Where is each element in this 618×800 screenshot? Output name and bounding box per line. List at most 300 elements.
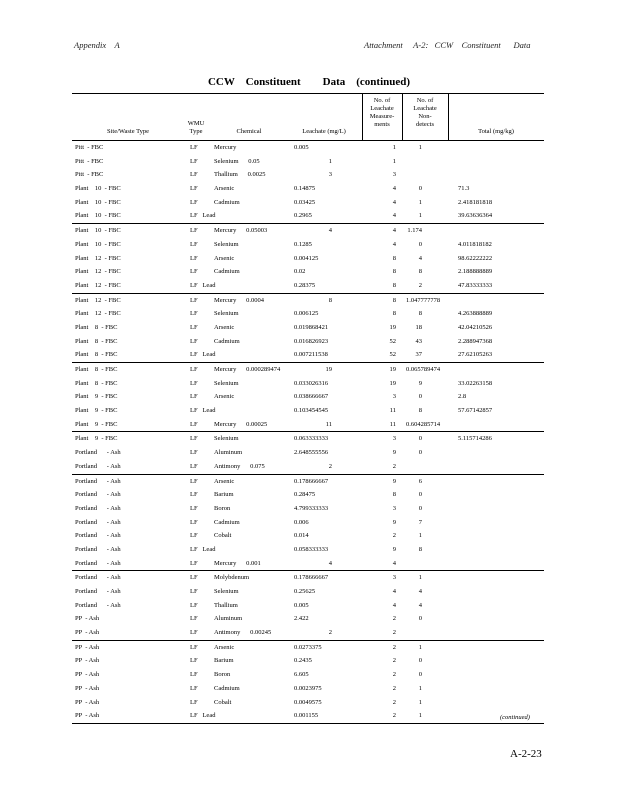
cell-chemical: Aluminum xyxy=(214,449,243,457)
cell-measurements: 4 xyxy=(392,212,396,220)
table-row xyxy=(72,363,544,377)
cell-wmu-type: LF xyxy=(190,366,198,373)
cell-total: 2.288947368 xyxy=(458,337,493,345)
cell-measurements: 9 xyxy=(392,449,396,457)
cell-measurements: 2 xyxy=(392,615,396,623)
cell-measurements: 52 xyxy=(389,351,396,359)
cell-nondetects: 0 xyxy=(418,615,422,623)
cell-measurements: 2 xyxy=(392,629,396,637)
table-row xyxy=(72,446,544,460)
cell-wmu-type: LF xyxy=(190,420,198,428)
cell-chemical: Arsenic xyxy=(214,477,235,485)
cell-nondetects: 1 xyxy=(418,532,422,540)
cell-nondetects: 1 xyxy=(418,198,422,206)
table-row xyxy=(72,141,544,155)
cell-leachate: 0.001155 xyxy=(294,712,319,720)
cell-site: PP - Ash xyxy=(75,698,100,706)
cell-leachate-count: 3 xyxy=(328,171,332,179)
cell-chemical: Cadmium xyxy=(214,518,240,526)
cell-site: Portland - Ash xyxy=(75,504,121,512)
cell-wmu-type: LF xyxy=(190,254,198,262)
cell-total: 2.8 xyxy=(458,393,467,401)
col-chemical: Chemical xyxy=(236,128,262,135)
cell-wmu-type: LF xyxy=(190,518,198,526)
cell-nondetects: 9 xyxy=(418,379,422,387)
cell-site: Plant 12 - FBC xyxy=(75,254,121,262)
table-row xyxy=(72,557,544,572)
cell-chemical: Cadmium xyxy=(214,268,240,276)
continued-note: (continued) xyxy=(500,714,530,721)
cell-total: 47.83333333 xyxy=(458,281,493,289)
cell-site: Plant 12 - FBC xyxy=(75,281,121,289)
cell-measurements: 2 xyxy=(392,671,396,679)
cell-total: 4.011818182 xyxy=(458,240,492,248)
table-row xyxy=(72,196,544,210)
cell-site: Pitt - FBC xyxy=(75,144,104,151)
cell-wmu-type: LF xyxy=(190,657,198,665)
cell-nondetects: 37 xyxy=(415,351,422,359)
cell-wmu-type: LF xyxy=(190,491,198,499)
col-non-line2: Leachate xyxy=(413,105,437,112)
cell-site: Portland - Ash xyxy=(75,532,121,540)
cell-nondetects: 4 xyxy=(418,601,422,609)
cell-nondetects: 0 xyxy=(418,435,422,443)
cell-chemical: Selenium xyxy=(214,435,239,443)
cell-measurements: 2 xyxy=(392,643,396,651)
cell-measurements: 4 xyxy=(392,198,396,206)
cell-measurements: 9 xyxy=(392,545,396,553)
cell-chemical: Arsenic xyxy=(214,185,235,193)
table-row xyxy=(72,155,544,169)
cell-chemical: Selenium xyxy=(214,379,239,387)
cell-site: Plant 9 - FBC xyxy=(75,435,118,443)
table-row xyxy=(72,238,544,252)
cell-leachate: 0.0023975 xyxy=(294,684,322,692)
cell-leachate-count: 1 xyxy=(328,157,332,165)
cell-leachate-count: 8 xyxy=(328,296,332,304)
cell-leachate: 0.014 xyxy=(294,532,309,540)
cell-wmu-type: LF xyxy=(190,323,198,331)
cell-measurements: 2 xyxy=(392,712,396,720)
cell-site: Plant 8 - FBC xyxy=(75,351,118,359)
table-row xyxy=(72,168,544,182)
cell-leachate: 0.0049575 xyxy=(294,698,322,706)
cell-total: 33.02263158 xyxy=(458,379,493,387)
cell-wmu-type: LF xyxy=(190,684,198,692)
cell-nondetects: 8 xyxy=(418,545,422,553)
cell-chemical: Cadmium xyxy=(214,337,240,345)
cell-site: Plant 8 - FBC xyxy=(75,379,118,387)
cell-measurements: 1 xyxy=(392,157,396,165)
table-row xyxy=(72,475,544,489)
cell-leachate-count: 19 xyxy=(325,366,332,373)
cell-chemical: Molybdenum xyxy=(214,574,250,582)
cell-nondetects: 1 xyxy=(418,712,422,720)
cell-measurements: 8 xyxy=(392,310,396,318)
cell-leachate: 0.058333333 xyxy=(294,545,329,553)
table-row xyxy=(72,696,544,710)
cell-total: 2.188888889 xyxy=(458,268,493,276)
table-row xyxy=(72,516,544,530)
cell-wmu-type: LF xyxy=(190,477,198,485)
cell-measurements: 11 xyxy=(389,407,396,415)
cell-wmu-type: LF xyxy=(190,449,198,457)
table-row xyxy=(72,612,544,626)
cell-chemical: Mercury 0.00025 xyxy=(214,420,268,428)
cell-site: Portland - Ash xyxy=(75,545,121,553)
cell-nondetects: 4 xyxy=(418,254,422,262)
cell-leachate: 0.1285 xyxy=(294,240,312,248)
cell-total: 4.263888889 xyxy=(458,310,493,318)
cell-wmu-type: LF xyxy=(190,462,198,470)
cell-leachate: 0.25625 xyxy=(294,588,316,595)
col-non-line1: No. of xyxy=(416,97,434,104)
cell-wmu-type: LF xyxy=(190,671,198,679)
cell-site: Portland - Ash xyxy=(75,518,121,526)
page-number: A-2-23 xyxy=(510,748,542,760)
cell-measurements: 4 xyxy=(392,559,396,567)
table-row xyxy=(72,279,544,294)
cell-nondetects: 0 xyxy=(418,449,422,457)
cell-measurements: 2 xyxy=(392,657,396,665)
cell-measurements: 2 xyxy=(392,532,396,540)
cell-nondetects: 8 xyxy=(418,407,422,415)
cell-site: Portland - Ash xyxy=(75,601,121,609)
cell-nondetects: 0 xyxy=(418,185,422,193)
cell-chemical: Thallium 0.0025 xyxy=(214,171,266,179)
cell-leachate: 4.799333333 xyxy=(294,504,329,512)
cell-leachate: 0.004125 xyxy=(294,254,319,262)
cell-leachate-count: 2 xyxy=(328,629,332,637)
cell-site: Plant 9 - FBC xyxy=(75,393,118,401)
cell-site: PP - Ash xyxy=(75,712,100,720)
table-row xyxy=(72,626,544,641)
cell-chemical: Antimony 0.075 xyxy=(214,462,265,470)
cell-wmu-type: LF xyxy=(190,615,198,623)
cell-measurements: 8 xyxy=(392,254,396,262)
cell-total: 42.04210526 xyxy=(458,323,493,331)
table-row xyxy=(72,321,544,335)
table-row xyxy=(72,418,544,433)
cell-chemical: Mercury 0.0004 xyxy=(214,296,265,304)
cell-nondetects: 1 xyxy=(418,212,422,220)
cell-leachate: 0.178666667 xyxy=(294,477,329,485)
cell-wmu-type: LF xyxy=(190,435,198,443)
cell-leachate: 0.063333333 xyxy=(294,435,329,443)
cell-leachate: 2.422 xyxy=(294,615,309,623)
col-non-line3: Non- xyxy=(418,113,432,120)
cell-leachate: 0.019868421 xyxy=(294,323,329,331)
cell-site: PP - Ash xyxy=(75,643,100,651)
table-row xyxy=(72,488,544,502)
cell-total: 39.63636364 xyxy=(458,212,493,220)
cell-site: Plant 10 - FBC xyxy=(75,185,121,193)
table-row xyxy=(72,307,544,321)
cell-measurements: 2 xyxy=(392,698,396,706)
cell-chemical: Selenium xyxy=(214,588,239,595)
cell-nondetects: 8 xyxy=(418,268,422,276)
cell-leachate: 0.033026316 xyxy=(294,379,329,387)
cell-chemical: Boron xyxy=(214,671,231,679)
table-row xyxy=(72,599,544,613)
cell-site: Plant 10 - FBC xyxy=(75,198,121,206)
cell-leachate: 0.007211538 xyxy=(294,351,328,359)
cell-measurements: 8 xyxy=(392,268,396,276)
cell-site: Pitt - FBC xyxy=(75,157,104,165)
cell-nondetects: 1 xyxy=(418,643,422,651)
cell-leachate: 0.006 xyxy=(294,518,309,526)
cell-wmu-type: LF xyxy=(190,240,198,248)
col-site-waste-type: Site/Waste Type xyxy=(106,128,150,135)
col-wmu-line2: Type xyxy=(189,128,203,135)
table-row xyxy=(72,348,544,363)
table-row xyxy=(72,432,544,446)
col-leachate: Leachate (mg/L) xyxy=(302,128,346,135)
cell-measurements: 3 xyxy=(392,574,396,582)
cell-measurements: 1 xyxy=(392,144,396,151)
cell-wmu-type: LF Lead xyxy=(190,281,216,289)
cell-nondetects: 6 xyxy=(418,477,422,485)
cell-leachate: 0.28475 xyxy=(294,491,316,499)
cell-measurements: 9 xyxy=(392,518,396,526)
cell-chemical: Cobalt xyxy=(214,532,232,540)
table-row xyxy=(72,571,544,585)
col-mea-line4: ments xyxy=(374,121,390,128)
cell-chemical: Barium xyxy=(214,491,234,499)
cell-site: Portland - Ash xyxy=(75,574,121,582)
cell-site: Plant 12 - FBC xyxy=(75,268,121,276)
cell-measurements: 4 xyxy=(392,601,396,609)
cell-leachate: 0.103454545 xyxy=(294,407,329,415)
cell-measurements: 3 xyxy=(392,504,396,512)
cell-nondetects: 7 xyxy=(418,518,422,526)
cell-wmu-type: LF xyxy=(190,379,198,387)
cell-wmu-type: LF xyxy=(190,198,198,206)
cell-nondetects: 0.065789474 xyxy=(406,366,441,373)
cell-site: Portland - Ash xyxy=(75,449,121,457)
table-body xyxy=(72,141,544,724)
cell-site: Plant 9 - FBC xyxy=(75,407,118,415)
cell-site: Plant 10 - FBC xyxy=(75,212,121,220)
cell-nondetects: 0 xyxy=(418,657,422,665)
cell-chemical: Mercury 0.001 xyxy=(214,559,261,567)
table-header xyxy=(72,93,544,141)
table-row xyxy=(72,404,544,418)
table-row xyxy=(72,529,544,543)
cell-total: 5.115714286 xyxy=(458,435,492,443)
cell-wmu-type: LF Lead xyxy=(190,712,216,720)
cell-site: PP - Ash xyxy=(75,684,100,692)
table-row xyxy=(72,390,544,404)
cell-wmu-type: LF Lead xyxy=(190,212,216,220)
cell-chemical: Cadmium xyxy=(214,198,240,206)
table-row xyxy=(72,654,544,668)
cell-measurements: 19 xyxy=(389,323,396,331)
cell-leachate: 0.006125 xyxy=(294,310,319,318)
cell-total: 71.3 xyxy=(458,185,470,193)
table-row xyxy=(72,460,544,475)
cell-measurements: 3 xyxy=(392,435,396,443)
cell-wmu-type: LF Lead xyxy=(190,545,216,553)
cell-nondetects: 0 xyxy=(418,240,422,248)
col-mea-line3: Measure- xyxy=(369,113,395,120)
cell-nondetects: 1 xyxy=(418,684,422,692)
table-row xyxy=(72,252,544,266)
col-leachate-nondetects xyxy=(402,97,448,129)
cell-measurements: 19 xyxy=(389,379,396,387)
cell-measurements: 19 xyxy=(389,366,396,373)
cell-nondetects: 4 xyxy=(418,588,422,595)
cell-measurements: 2 xyxy=(392,684,396,692)
cell-measurements: 52 xyxy=(389,337,396,345)
table-row xyxy=(72,641,544,655)
cell-total: 27.62105263 xyxy=(458,351,493,359)
cell-total: 98.62222222 xyxy=(458,254,493,262)
cell-nondetects: 1.174 xyxy=(407,227,422,235)
cell-wmu-type: LF xyxy=(190,185,198,193)
table-row xyxy=(72,377,544,391)
cell-site: Portland - Ash xyxy=(75,462,121,470)
cell-wmu-type: LF xyxy=(190,144,198,151)
table-row xyxy=(72,209,544,224)
cell-site: PP - Ash xyxy=(75,671,100,679)
cell-chemical: Cadmium xyxy=(214,684,240,692)
cell-chemical: Arsenic xyxy=(214,254,235,262)
cell-chemical: Selenium xyxy=(214,240,239,248)
cell-site: PP - Ash xyxy=(75,615,100,623)
cell-chemical: Antimony 0.00245 xyxy=(214,629,272,637)
cell-site: Plant 10 - FBC xyxy=(75,227,121,235)
cell-measurements: 4 xyxy=(392,185,396,193)
cell-chemical: Cobalt xyxy=(214,698,232,706)
cell-chemical: Arsenic xyxy=(214,643,235,651)
table-row xyxy=(72,682,544,696)
cell-wmu-type: LF xyxy=(190,588,198,595)
cell-chemical: Mercury 0.000289474 xyxy=(214,366,281,373)
cell-nondetects: 43 xyxy=(415,337,422,345)
cell-measurements: 2 xyxy=(392,462,396,470)
constituent-table xyxy=(72,93,544,724)
cell-leachate: 0.178666667 xyxy=(294,574,329,582)
cell-total: 2.418181818 xyxy=(458,198,493,206)
cell-leachate: 0.14875 xyxy=(294,185,316,193)
cell-leachate: 0.005 xyxy=(294,601,309,609)
cell-nondetects: 0 xyxy=(418,393,422,401)
cell-nondetects: 0 xyxy=(418,671,422,679)
table-row xyxy=(72,182,544,196)
cell-chemical: Aluminum xyxy=(214,615,243,623)
cell-wmu-type: LF Lead xyxy=(190,407,216,415)
cell-measurements: 4 xyxy=(392,240,396,248)
cell-wmu-type: LF xyxy=(190,157,198,165)
cell-wmu-type: LF xyxy=(190,574,198,582)
cell-leachate: 0.005 xyxy=(294,144,309,151)
cell-wmu-type: LF xyxy=(190,227,198,235)
cell-measurements: 9 xyxy=(392,477,396,485)
cell-nondetects: 0 xyxy=(418,491,422,499)
table-row xyxy=(72,224,544,238)
cell-wmu-type: LF xyxy=(190,296,198,304)
cell-leachate: 0.016826923 xyxy=(294,337,329,345)
cell-chemical: Arsenic xyxy=(214,393,235,401)
cell-leachate-count: 2 xyxy=(328,462,332,470)
cell-site: Plant 9 - FBC xyxy=(75,420,118,428)
cell-wmu-type: LF xyxy=(190,643,198,651)
cell-leachate: 0.2435 xyxy=(294,657,312,665)
running-header-right: Attachment A-2: CCW Constituent Data xyxy=(364,40,531,50)
cell-leachate: 0.038666667 xyxy=(294,393,329,401)
cell-nondetects: 0.604285714 xyxy=(406,420,441,428)
cell-wmu-type: LF xyxy=(190,171,198,179)
cell-leachate: 0.28375 xyxy=(294,281,316,289)
cell-leachate-count: 4 xyxy=(328,227,332,235)
running-header-left: Appendix A xyxy=(74,40,120,50)
cell-nondetects: 1 xyxy=(418,698,422,706)
cell-measurements: 8 xyxy=(392,281,396,289)
table-row xyxy=(72,585,544,599)
cell-chemical: Mercury xyxy=(214,144,237,151)
cell-leachate: 6.605 xyxy=(294,671,309,679)
cell-wmu-type: LF xyxy=(190,504,198,512)
cell-site: Plant 12 - FBC xyxy=(75,296,121,304)
cell-chemical: Thallium xyxy=(214,601,238,609)
col-total: Total (mg/kg) xyxy=(478,128,514,135)
cell-wmu-type: LF xyxy=(190,393,198,401)
col-wmu-type xyxy=(182,120,210,136)
col-leachate-measurements xyxy=(362,97,402,129)
cell-site: Pitt - FBC xyxy=(75,171,104,179)
cell-total: 57.67142857 xyxy=(458,407,493,415)
cell-wmu-type: LF xyxy=(190,337,198,345)
cell-chemical: Arsenic xyxy=(214,323,235,331)
table-row xyxy=(72,294,544,308)
cell-site: Portland - Ash xyxy=(75,491,121,499)
col-non-line4: detects xyxy=(415,121,435,128)
cell-chemical: Selenium 0.05 xyxy=(214,157,260,165)
table-row xyxy=(72,335,544,349)
cell-wmu-type: LF xyxy=(190,559,198,567)
cell-nondetects: 18 xyxy=(415,323,422,331)
cell-wmu-type: LF xyxy=(190,310,198,318)
cell-measurements: 8 xyxy=(392,296,396,304)
cell-leachate: 0.0273375 xyxy=(294,643,322,651)
cell-chemical: Mercury 0.05003 xyxy=(214,227,268,235)
cell-measurements: 3 xyxy=(392,393,396,401)
cell-nondetects: 8 xyxy=(418,310,422,318)
cell-wmu-type: LF xyxy=(190,532,198,540)
cell-leachate-count: 4 xyxy=(328,559,332,567)
cell-leachate: 0.03425 xyxy=(294,198,316,206)
table-title: CCW Constituent Data (continued) xyxy=(207,76,411,88)
table-row xyxy=(72,543,544,557)
cell-chemical: Selenium xyxy=(214,310,239,318)
cell-site: PP - Ash xyxy=(75,629,100,637)
cell-nondetects: 1.047777778 xyxy=(406,296,441,304)
cell-site: Plant 12 - FBC xyxy=(75,310,121,318)
cell-site: Plant 10 - FBC xyxy=(75,240,121,248)
col-mea-line1: No. of xyxy=(373,97,391,104)
cell-leachate-count: 11 xyxy=(325,420,332,428)
cell-wmu-type: LF Lead xyxy=(190,351,216,359)
cell-measurements: 8 xyxy=(392,491,396,499)
cell-measurements: 4 xyxy=(392,227,396,235)
cell-site: PP - Ash xyxy=(75,657,100,665)
cell-nondetects: 2 xyxy=(418,281,422,289)
cell-leachate: 0.2965 xyxy=(294,212,312,220)
cell-wmu-type: LF xyxy=(190,601,198,609)
cell-nondetects: 1 xyxy=(418,144,422,151)
cell-nondetects: 0 xyxy=(418,504,422,512)
